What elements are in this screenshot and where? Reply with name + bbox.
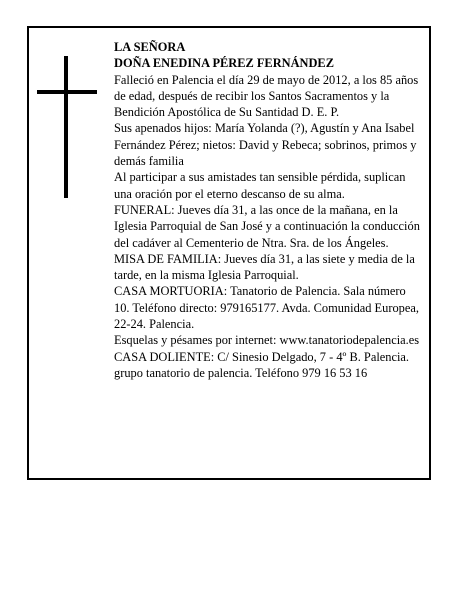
obituary-text — [114, 39, 420, 381]
funeral-home-info: CASA MORTUORIA: Tanatorio de Palencia. Sala número 10. Teléfono directo: 979165177. Avda. Comunidad Europea, 22-24. Palencia. — [114, 284, 419, 332]
family-mass-info: MISA DE FAMILIA: Jueves día 31, a las siete y media de la tarde, en la misma Iglesia Parroquial. — [114, 251, 415, 283]
cross-vertical-bar — [64, 56, 68, 198]
mourning-house-info: CASA DOLIENTE: C/ Sinesio Delgado, 7 - 4º B. Palencia. — [114, 349, 409, 364]
cross-horizontal-bar — [37, 90, 97, 94]
deceased-name: DOÑA ENEDINA PÉREZ FERNÁNDEZ — [114, 56, 334, 71]
funeral-group-contact: grupo tanatorio de palencia. Teléfono 979 16 53 16 — [114, 365, 368, 380]
online-condolences-info: Esquelas y pésames por internet: www.tanatoriodepalencia.es — [114, 333, 420, 348]
title-line-1: LA SEÑORA — [114, 40, 186, 54]
prayer-request: Al participar a sus amistades tan sensible pérdida, suplican una oración por el eterno descanso de su alma. — [114, 170, 406, 201]
latin-cross-icon — [37, 56, 97, 198]
funeral-info: FUNERAL: Jueves día 31, a las once de la mañana, en la Iglesia Parroquial de San José y a continuación la conducción del cadáver al Cementerio de Ntra. Sra. de los Ángeles. — [114, 202, 420, 250]
family-mourners: Sus apenados hijos: María Yolanda (?), Agustín y Ana Isabel Fernández Pérez; nietos: David y Rebeca; sobrinos, primos y demás familia — [114, 121, 417, 169]
death-announcement: Falleció en Palencia el día 29 de mayo de 2012, a los 85 años de edad, después de recibir los Santos Sacramentos y la Bendición Apostólica de Su Santidad D. E. P. — [114, 72, 419, 120]
